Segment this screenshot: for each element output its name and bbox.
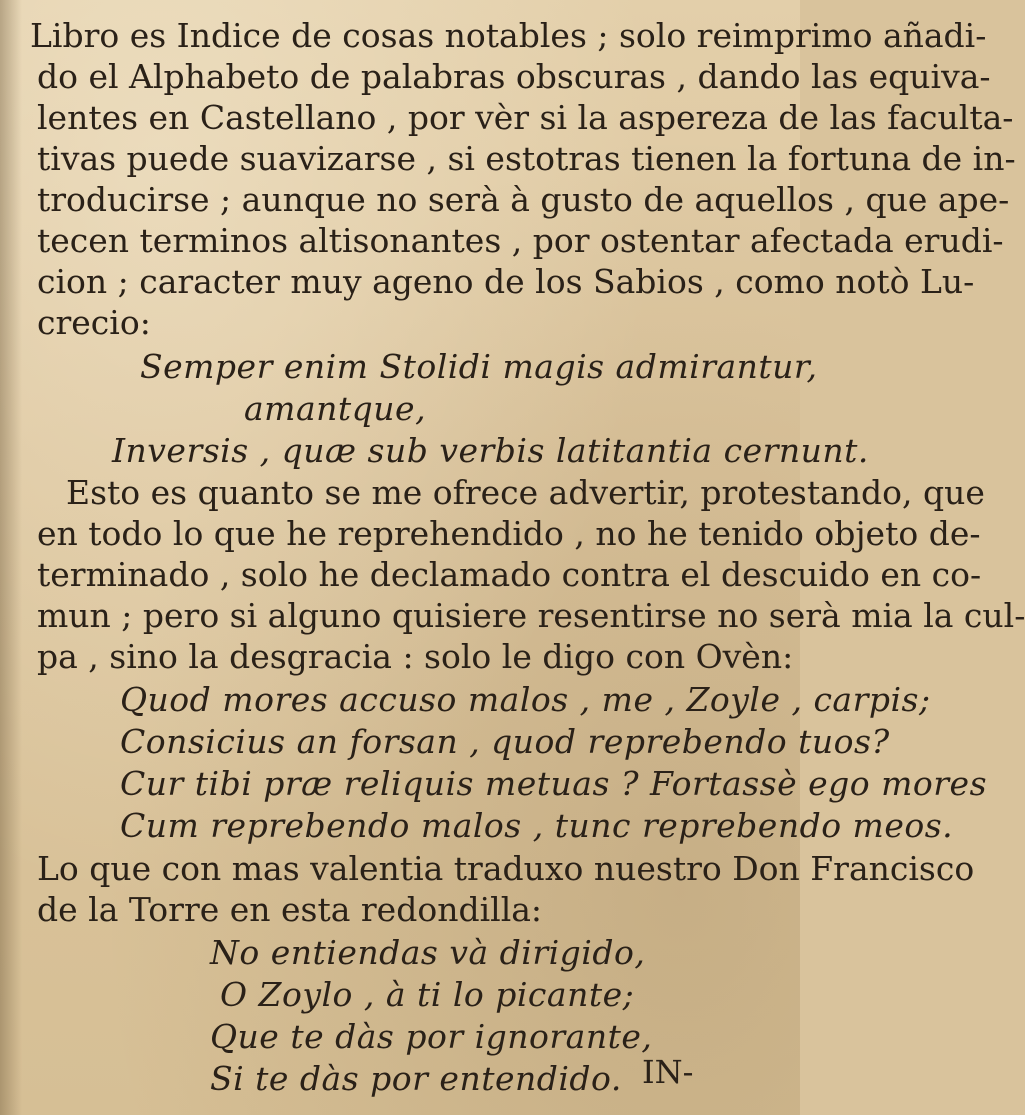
body-line: de la Torre en esta redondilla: bbox=[37, 890, 543, 929]
body-line: troducirse ; aunque no serà à gusto de aquellos , que ape- bbox=[37, 180, 1010, 219]
latin-quote-line: Cum reprebendo malos , tunc reprebendo meos. bbox=[120, 806, 954, 845]
body-line: pa , sino la desgracia : solo le digo con Ovèn: bbox=[37, 637, 794, 676]
body-line: en todo lo que he reprehendido , no he tenido objeto de- bbox=[37, 514, 981, 553]
body-line: Lo que con mas valentia traduxo nuestro Don Francisco bbox=[37, 849, 975, 888]
latin-quote-line: Cur tibi præ reliquis metuas ? Fortassè ego mores bbox=[120, 764, 988, 803]
latin-quote-line: amantque, bbox=[244, 389, 427, 428]
body-line: cion ; caracter muy ageno de los Sabios , como notò Lu- bbox=[37, 262, 975, 301]
catchword: IN- bbox=[642, 1053, 694, 1091]
verse-line: O Zoylo , à ti lo picante; bbox=[220, 975, 635, 1014]
latin-quote-line: Semper enim Stolidi magis admirantur, bbox=[140, 347, 818, 386]
latin-quote-line: Quod mores accuso malos , me , Zoyle , carpis; bbox=[120, 680, 931, 719]
verse-line: Si te dàs por entendido. bbox=[210, 1059, 622, 1098]
body-line: do el Alphabeto de palabras obscuras , dando las equiva- bbox=[37, 57, 991, 96]
body-line: crecio: bbox=[37, 303, 151, 342]
body-line: Esto es quanto se me ofrece advertir, protestando, que bbox=[66, 473, 985, 512]
body-line: tecen terminos altisonantes , por ostentar afectada erudi- bbox=[37, 221, 1004, 260]
verse-line: No entiendas và dirigido, bbox=[210, 933, 646, 972]
body-line: terminado , solo he declamado contra el descuido en co- bbox=[37, 555, 982, 594]
body-line: mun ; pero si alguno quisiere resentirse no serà mia la cul- bbox=[37, 596, 1025, 635]
latin-quote-line: Inversis , quæ sub verbis latitantia cernunt. bbox=[112, 431, 869, 470]
body-line: tivas puede suavizarse , si estotras tienen la fortuna de in- bbox=[37, 139, 1016, 178]
page-edge-shadow bbox=[0, 0, 22, 1115]
latin-quote-line: Consicius an forsan , quod reprebendo tuos? bbox=[120, 722, 890, 761]
body-line: lentes en Castellano , por vèr si la aspereza de las faculta- bbox=[37, 98, 1014, 137]
body-line: Libro es Indice de cosas notables ; solo reimprimo añadi- bbox=[30, 16, 987, 55]
verse-line: Que te dàs por ignorante, bbox=[210, 1017, 653, 1056]
